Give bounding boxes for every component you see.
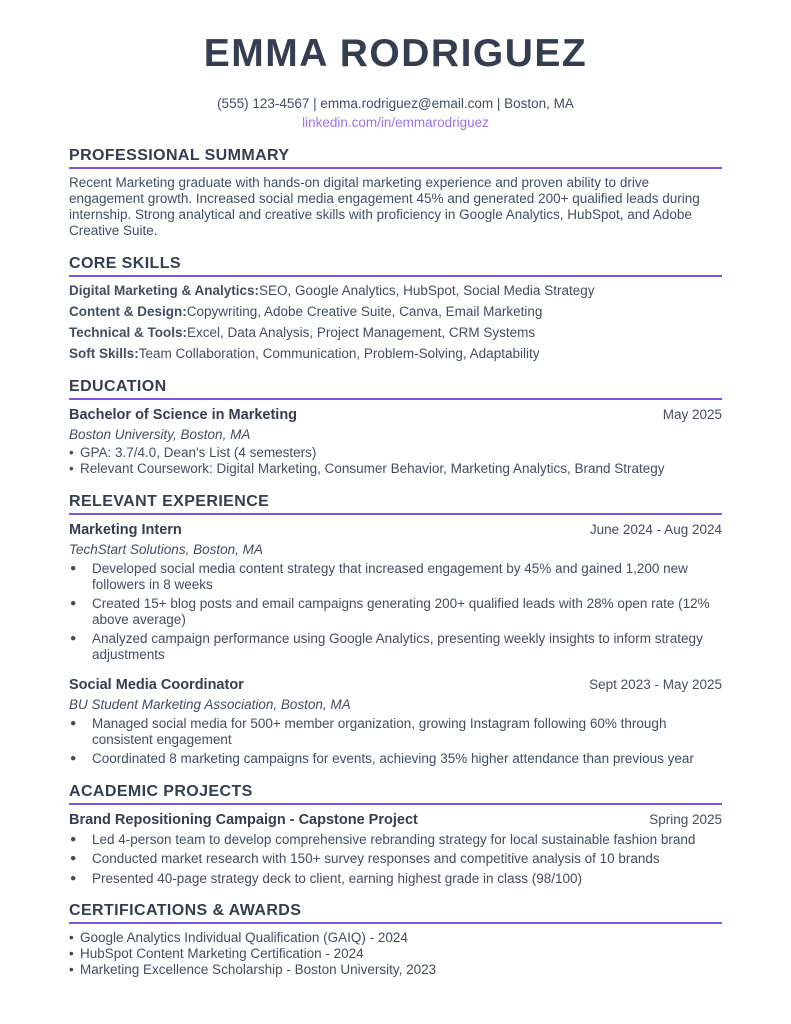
job-bullets bbox=[69, 716, 722, 767]
skill-value: SEO, Google Analytics, HubSpot, Social Media Strategy bbox=[259, 283, 595, 298]
resume-header bbox=[69, 34, 722, 131]
skill-row-technical-tools bbox=[69, 325, 722, 341]
education-date: May 2025 bbox=[662, 407, 722, 422]
list-item bbox=[69, 832, 722, 848]
list-item-text: Analyzed campaign performance using Google Analytics, presenting weekly insights to inform strategy adjustments bbox=[92, 631, 703, 662]
list-item-text: Coordinated 8 marketing campaigns for events, achieving 35% higher attendance than previous year bbox=[92, 751, 694, 766]
project-head-row bbox=[69, 811, 722, 829]
project-bullets bbox=[69, 832, 722, 887]
bullet-disc-icon: ● bbox=[70, 832, 77, 845]
list-item bbox=[69, 946, 722, 962]
list-item-text: HubSpot Content Marketing Certification - 2024 bbox=[80, 946, 364, 961]
contact-line: (555) 123-4567 | emma.rodriguez@email.com | Boston, MA bbox=[217, 96, 574, 111]
list-item bbox=[69, 596, 722, 627]
bullet-dot-icon: • bbox=[69, 930, 74, 945]
summary-text: Recent Marketing graduate with hands-on digital marketing experience and proven ability to drive engagement growth. Increased social media engagement 45% and generated 200+ qualified leads during internship. Strong analytical and creative skills with proficiency in Google Analytics, HubSpot, and Adobe Creative Suite. bbox=[69, 175, 700, 238]
section-title-professional-summary: PROFESSIONAL SUMMARY bbox=[69, 147, 722, 169]
section-professional-summary bbox=[69, 147, 722, 239]
skill-row-digital-marketing bbox=[69, 283, 722, 299]
section-relevant-experience bbox=[69, 493, 722, 767]
page-title: EMMA RODRIGUEZ bbox=[203, 32, 588, 75]
job-company: BU Student Marketing Association, Boston, MA bbox=[69, 697, 351, 712]
skill-label: Digital Marketing & Analytics: bbox=[69, 283, 260, 298]
job-title: Marketing Intern bbox=[69, 522, 182, 538]
skill-label: Content & Design: bbox=[69, 304, 187, 319]
skill-value: Team Collaboration, Communication, Problem-Solving, Adaptability bbox=[138, 346, 540, 361]
list-item bbox=[69, 631, 722, 662]
school-name: Boston University, Boston, MA bbox=[69, 427, 251, 442]
list-item-text: Marketing Excellence Scholarship - Boston University, 2023 bbox=[80, 962, 437, 977]
job-title: Social Media Coordinator bbox=[69, 677, 244, 693]
bullet-dot-icon: • bbox=[69, 946, 74, 961]
section-certifications-awards bbox=[69, 902, 722, 978]
list-item-text: Relevant Coursework: Digital Marketing, Consumer Behavior, Marketing Analytics, Brand Strategy bbox=[80, 461, 665, 476]
bullet-disc-icon: ● bbox=[70, 562, 77, 574]
bullet-disc-icon: ● bbox=[70, 852, 77, 864]
list-item bbox=[69, 445, 722, 461]
list-item bbox=[69, 751, 722, 767]
skill-row-content-design bbox=[69, 304, 722, 320]
bullet-disc-icon: ● bbox=[70, 597, 77, 609]
section-title-academic-projects: ACADEMIC PROJECTS bbox=[69, 783, 722, 805]
bullet-dot-icon: • bbox=[69, 445, 74, 460]
list-item-text: GPA: 3.7/4.0, Dean's List (4 semesters) bbox=[80, 445, 317, 460]
list-item bbox=[69, 930, 722, 946]
skill-label: Technical & Tools: bbox=[69, 325, 188, 340]
section-title-education: EDUCATION bbox=[69, 378, 722, 400]
job-head-row bbox=[69, 676, 722, 694]
section-title-core-skills: CORE SKILLS bbox=[69, 255, 722, 277]
list-item bbox=[69, 851, 722, 867]
job-social-media-coordinator bbox=[69, 676, 722, 767]
list-item bbox=[69, 561, 722, 592]
section-core-skills bbox=[69, 255, 722, 362]
list-item bbox=[69, 716, 722, 747]
section-title-relevant-experience: RELEVANT EXPERIENCE bbox=[69, 493, 722, 515]
project-title: Brand Repositioning Campaign - Capstone Project bbox=[69, 811, 418, 828]
skill-label: Soft Skills: bbox=[69, 346, 139, 361]
section-title-certifications-awards: CERTIFICATIONS & AWARDS bbox=[69, 902, 722, 924]
list-item bbox=[69, 461, 722, 477]
list-item-text: Conducted market research with 150+ survey responses and competitive analysis of 10 brands bbox=[92, 851, 660, 866]
job-date: Sept 2023 - May 2025 bbox=[589, 677, 722, 692]
project-date: Spring 2025 bbox=[649, 811, 722, 827]
section-academic-projects bbox=[69, 783, 722, 887]
list-item bbox=[69, 871, 722, 887]
linkedin-link[interactable]: linkedin.com/in/emmarodriguez bbox=[302, 115, 489, 130]
job-date: June 2024 - Aug 2024 bbox=[589, 522, 722, 537]
bullet-disc-icon: ● bbox=[70, 871, 77, 884]
job-bullets bbox=[69, 561, 722, 662]
bullet-dot-icon: • bbox=[69, 962, 74, 977]
job-head-row bbox=[69, 521, 722, 539]
bullet-dot-icon: • bbox=[69, 461, 74, 476]
list-item-text: Presented 40-page strategy deck to client, earning highest grade in class (98/100) bbox=[92, 870, 583, 886]
education-bullets bbox=[69, 445, 722, 477]
skill-value: Excel, Data Analysis, Project Management, CRM Systems bbox=[187, 325, 536, 340]
bullet-disc-icon: ● bbox=[70, 752, 77, 764]
list-item-text: Led 4-person team to develop comprehensive rebranding strategy for local sustainable fashion brand bbox=[92, 831, 696, 847]
skill-row-soft-skills bbox=[69, 346, 722, 362]
list-item-text: Created 15+ blog posts and email campaigns generating 200+ qualified leads with 28% open rate (12% above average) bbox=[92, 596, 710, 627]
bullet-disc-icon: ● bbox=[70, 717, 77, 729]
skill-value: Copywriting, Adobe Creative Suite, Canva, Email Marketing bbox=[186, 304, 543, 319]
list-item-text: Managed social media for 500+ member organization, growing Instagram following 60% through consistent engagement bbox=[92, 716, 667, 747]
section-education bbox=[69, 378, 722, 477]
job-company: TechStart Solutions, Boston, MA bbox=[69, 542, 263, 557]
list-item-text: Google Analytics Individual Qualification (GAIQ) - 2024 bbox=[80, 930, 408, 945]
job-marketing-intern bbox=[69, 521, 722, 662]
bullet-disc-icon: ● bbox=[70, 632, 77, 644]
list-item-text: Developed social media content strategy that increased engagement by 45% and gained 1,200 new followers in 8 weeks bbox=[92, 561, 688, 592]
education-head-row bbox=[69, 406, 722, 424]
degree-title: Bachelor of Science in Marketing bbox=[69, 407, 298, 423]
list-item bbox=[69, 962, 722, 978]
